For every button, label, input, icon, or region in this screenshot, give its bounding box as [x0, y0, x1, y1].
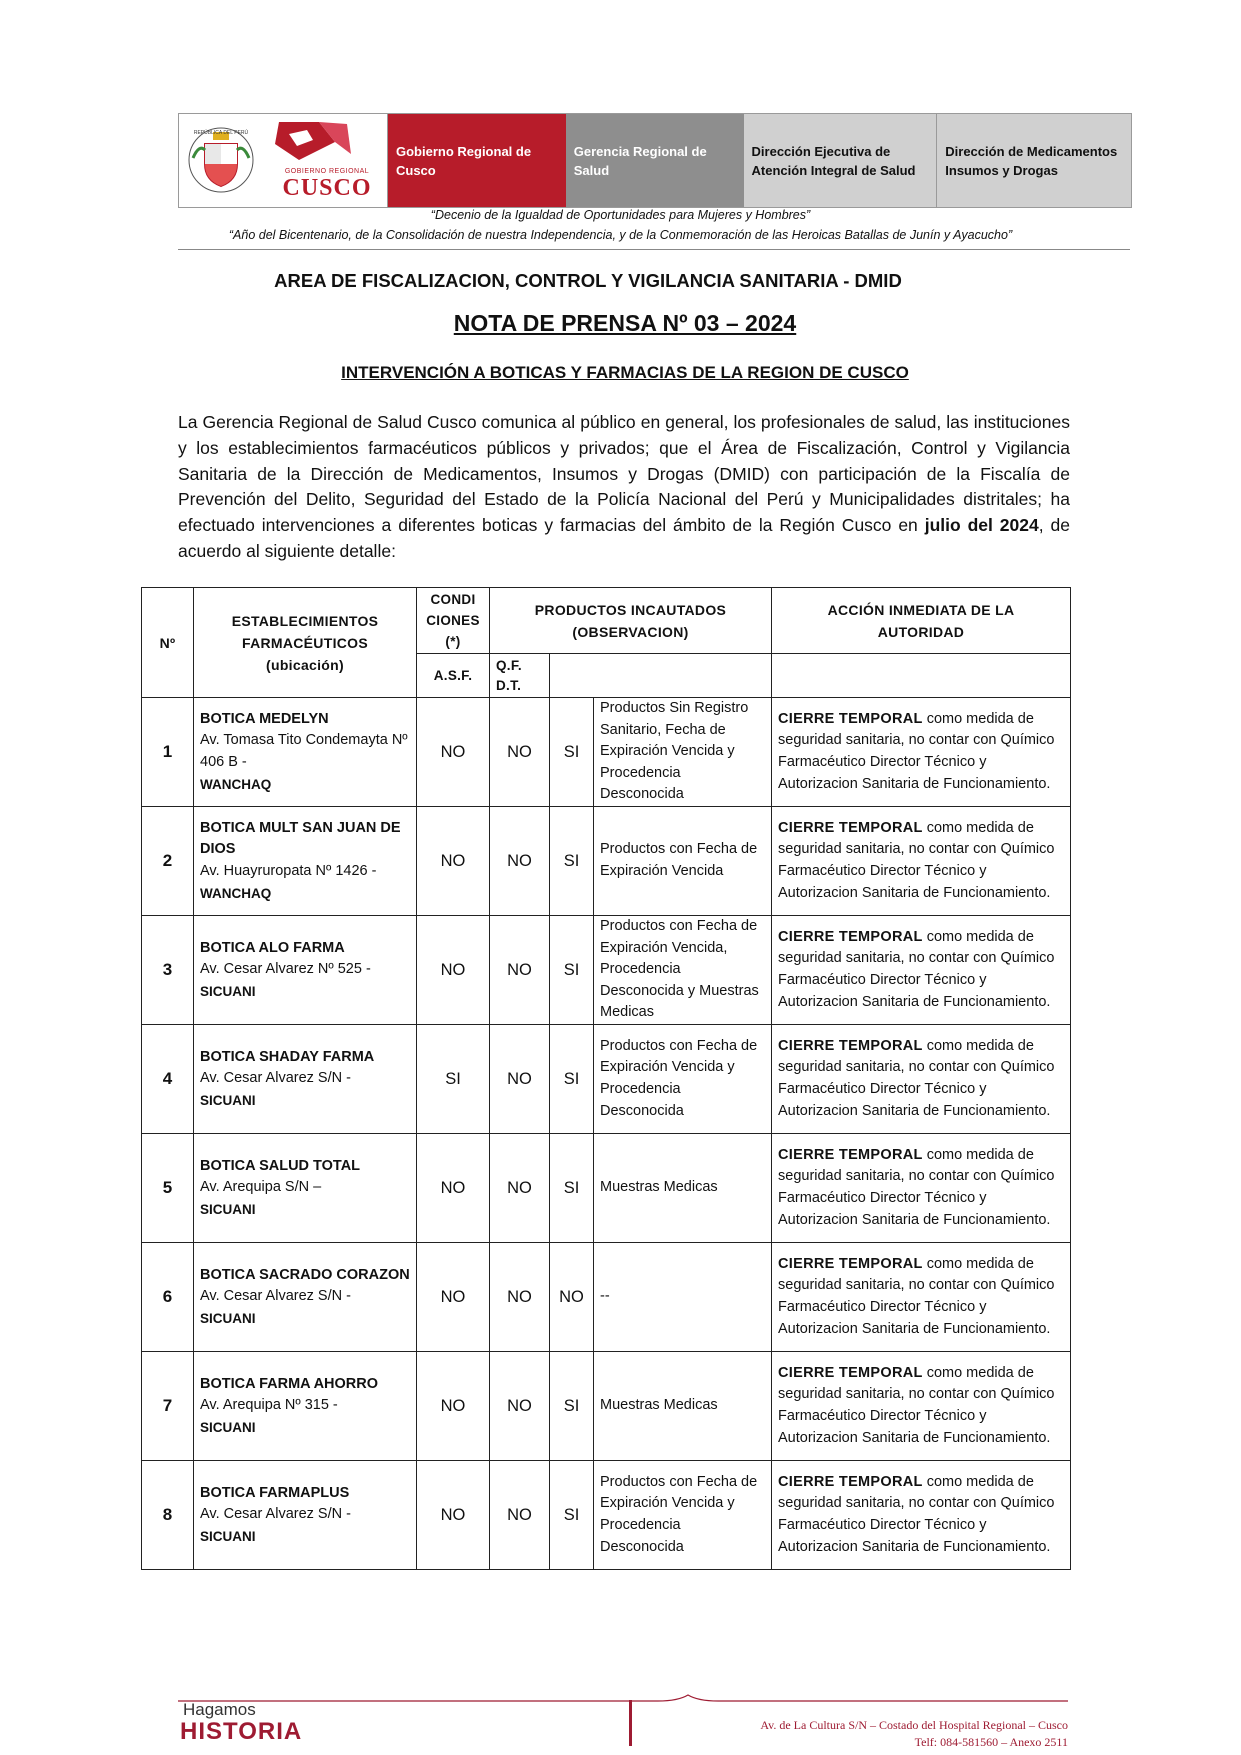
- row-establishment: [194, 1352, 417, 1461]
- footer-brand-line2: HISTORIA: [180, 1718, 303, 1745]
- row-establishment-city: SICUANI: [200, 1528, 256, 1544]
- row-incautado: SI: [550, 1352, 594, 1461]
- row-establishment-name: BOTICA FARMA AHORRO: [200, 1375, 379, 1392]
- cusco-logo-org: GOBIERNO REGIONAL: [284, 168, 370, 175]
- row-number: 2: [142, 807, 194, 916]
- row-accion-bold: CIERRE TEMPORAL: [778, 1364, 923, 1381]
- row-accion: [772, 1461, 1071, 1570]
- row-establishment-city: SICUANI: [200, 1419, 256, 1435]
- intro-paragraph: [178, 410, 1070, 565]
- row-establishment-address: Av. Cesar Alvarez S/N -: [200, 1070, 351, 1087]
- row-incautado: SI: [550, 1461, 594, 1570]
- row-accion-text: como medida de seguridad sanitaria, no contar con Químico Farmacéutico Director Técnico y Autorizacion Sanitaria de Funcionamiento.: [778, 1037, 1055, 1119]
- table-row: [142, 1352, 1071, 1461]
- row-observacion: Muestras Medicas: [594, 1134, 772, 1243]
- table-row: [142, 1243, 1071, 1352]
- row-incautado: SI: [550, 698, 594, 807]
- row-establishment: [194, 916, 417, 1025]
- row-accion-bold: CIERRE TEMPORAL: [778, 819, 923, 836]
- row-establishment-address: Av. Tomasa Tito Condemayta Nº 406 B -: [200, 732, 408, 770]
- row-qfdt: NO: [490, 807, 550, 916]
- row-establishment-city: WANCHAQ: [200, 776, 272, 792]
- header-asf: A.S.F.: [417, 654, 490, 698]
- row-qfdt: NO: [490, 916, 550, 1025]
- row-incautado: SI: [550, 916, 594, 1025]
- header-productos: PRODUCTOS INCAUTADOS (OBSERVACION): [490, 588, 772, 654]
- row-establishment-name: BOTICA SHADAY FARMA: [200, 1048, 375, 1065]
- row-accion-bold: CIERRE TEMPORAL: [778, 710, 923, 727]
- row-establishment-address: Av. Cesar Alvarez S/N -: [200, 1506, 351, 1523]
- header-cell-gobierno: Gobierno Regional de Cusco: [388, 114, 566, 207]
- row-establishment-name: BOTICA MULT SAN JUAN DE DIOS: [200, 819, 401, 858]
- row-incautado: SI: [550, 1134, 594, 1243]
- row-incautado: NO: [550, 1243, 594, 1352]
- row-accion: [772, 916, 1071, 1025]
- row-accion-text: como medida de seguridad sanitaria, no contar con Químico Farmacéutico Director Técnico y Autorizacion Sanitaria de Funcionamiento.: [778, 1255, 1055, 1337]
- motto-anio: “Año del Bicentenario, de la Consolidación de nuestra Independencia, y de la Conmemoración de las Heroicas Batallas de Junín y Ayacucho”: [228, 228, 1013, 242]
- footer-line: [178, 1693, 1068, 1703]
- cusco-logo-name: CUSCO: [282, 175, 372, 201]
- row-asf: NO: [417, 916, 490, 1025]
- row-qfdt: NO: [490, 1243, 550, 1352]
- row-accion-text: como medida de seguridad sanitaria, no contar con Químico Farmacéutico Director Técnico y Autorizacion Sanitaria de Funcionamiento.: [778, 710, 1055, 792]
- intro-date: julio del 2024: [924, 515, 1039, 536]
- letterhead: [178, 113, 1132, 208]
- row-qfdt: NO: [490, 1461, 550, 1570]
- row-accion-bold: CIERRE TEMPORAL: [778, 1146, 923, 1163]
- table-row: [142, 1025, 1071, 1134]
- row-establishment-name: BOTICA SACRADO CORAZON: [200, 1266, 410, 1283]
- row-establishment-name: BOTICA ALO FARMA: [200, 939, 345, 956]
- row-accion-text: como medida de seguridad sanitaria, no contar con Químico Farmacéutico Director Técnico y Autorizacion Sanitaria de Funcionamiento.: [778, 819, 1055, 901]
- motto-decenio: “Decenio de la Igualdad de Oportunidades para Mujeres y Hombres”: [430, 208, 811, 222]
- row-incautado: SI: [550, 1025, 594, 1134]
- row-asf: NO: [417, 1243, 490, 1352]
- row-observacion: Productos con Fecha de Expiración Vencida, Procedencia Desconocida y Muestras Medicas: [594, 916, 772, 1025]
- row-accion: [772, 1025, 1071, 1134]
- row-establishment: [194, 1134, 417, 1243]
- row-observacion: Productos Sin Registro Sanitario, Fecha de Expiración Vencida y Procedencia Desconocida: [594, 698, 772, 807]
- row-establishment-city: WANCHAQ: [200, 885, 272, 901]
- table-row: [142, 698, 1071, 807]
- press-release-title: NOTA DE PRENSA Nº 03 – 2024: [453, 310, 797, 336]
- intro-text: La Gerencia Regional de Salud Cusco comunica al público en general, los profesionales de salud, las instituciones y los establecimientos farmacéuticos públicos y privados; que el Área de Fiscalización, Control y Vigilancia Sanitaria de la Dirección de Medicamentos, Insumos y Drogas (DMID) con participación de la Fiscalía de Prevención del Delito, Seguridad del Estado de la Policía Nacional del Perú y Municipalidades distritales; ha efectuado intervenciones a diferentes boticas y farmacias del ámbito de la Región Cusco en: [178, 412, 1070, 536]
- header-empty: [550, 654, 772, 698]
- row-accion-text: como medida de seguridad sanitaria, no contar con Químico Farmacéutico Director Técnico y Autorizacion Sanitaria de Funcionamiento.: [778, 1364, 1055, 1446]
- row-accion: [772, 1134, 1071, 1243]
- header-cell-dmid: Dirección de Medicamentos Insumos y Drogas: [937, 114, 1131, 207]
- row-establishment: [194, 1461, 417, 1570]
- row-observacion: Productos con Fecha de Expiración Vencida y Procedencia Desconocida: [594, 1461, 772, 1570]
- cusco-logo-text: [275, 168, 379, 202]
- row-observacion: Muestras Medicas: [594, 1352, 772, 1461]
- row-asf: SI: [417, 1025, 490, 1134]
- row-accion-text: como medida de seguridad sanitaria, no contar con Químico Farmacéutico Director Técnico y Autorizacion Sanitaria de Funcionamiento.: [778, 928, 1055, 1010]
- row-establishment: [194, 698, 417, 807]
- row-asf: NO: [417, 807, 490, 916]
- row-number: 1: [142, 698, 194, 807]
- row-accion-text: como medida de seguridad sanitaria, no contar con Químico Farmacéutico Director Técnico y Autorizacion Sanitaria de Funcionamiento.: [778, 1146, 1055, 1228]
- header-establecimientos: [194, 588, 417, 698]
- row-establishment: [194, 1243, 417, 1352]
- header-empty-accion: [772, 654, 1071, 698]
- footer-brand-line1: Hagamos: [183, 1700, 256, 1719]
- row-observacion: Productos con Fecha de Expiración Vencida: [594, 807, 772, 916]
- row-incautado: SI: [550, 807, 594, 916]
- header-divider: [178, 249, 1130, 250]
- header-cell-direccion-ejecutiva: Dirección Ejecutiva de Atención Integral de Salud: [744, 114, 938, 207]
- table-row: [142, 916, 1071, 1025]
- row-asf: NO: [417, 1461, 490, 1570]
- header-accion: ACCIÓN INMEDIATA DE LA AUTORIDAD: [772, 588, 1071, 654]
- row-asf: NO: [417, 698, 490, 807]
- row-accion-bold: CIERRE TEMPORAL: [778, 1473, 923, 1490]
- logos: [179, 114, 388, 207]
- row-establishment-name: BOTICA MEDELYN: [200, 710, 329, 727]
- footer-divider: [629, 1700, 632, 1746]
- header-ubicacion: (ubicación): [266, 656, 344, 673]
- row-establishment: [194, 1025, 417, 1134]
- peru-seal-text: REPÚBLICA DEL PERÚ: [193, 130, 249, 136]
- row-establishment-city: SICUANI: [200, 1310, 256, 1326]
- footer-address-line1: Av. de La Cultura S/N – Costado del Hospital Regional – Cusco: [760, 1718, 1068, 1732]
- row-establishment-address: Av. Cesar Alvarez S/N -: [200, 1288, 351, 1305]
- intro-tail: , de acuerdo al siguiente detalle:: [178, 515, 1070, 561]
- interventions-table: [141, 587, 1071, 1570]
- row-establishment-city: SICUANI: [200, 1092, 256, 1108]
- header-cell-gerencia: Gerencia Regional de Salud: [566, 114, 744, 207]
- area-title: AREA DE FISCALIZACION, CONTROL Y VIGILANCIA SANITARIA - DMID: [274, 270, 902, 291]
- table-row: [142, 1134, 1071, 1243]
- row-accion: [772, 1352, 1071, 1461]
- row-number: 8: [142, 1461, 194, 1570]
- row-establishment-address: Av. Huayruropata Nº 1426 -: [200, 863, 377, 879]
- row-accion: [772, 807, 1071, 916]
- row-establishment-name: BOTICA FARMAPLUS: [200, 1484, 350, 1501]
- row-observacion: --: [594, 1243, 772, 1352]
- row-establishment-city: SICUANI: [200, 983, 256, 999]
- footer-address: [700, 1717, 1068, 1751]
- row-accion: [772, 1243, 1071, 1352]
- row-qfdt: NO: [490, 698, 550, 807]
- row-establishment: [194, 807, 417, 916]
- table-row: [142, 1461, 1071, 1570]
- header-establecimientos-label: ESTABLECIMIENTOS FARMACÉUTICOS: [231, 612, 379, 651]
- row-establishment-address: Av. Arequipa Nº 315 -: [200, 1397, 338, 1414]
- table-row: [142, 807, 1071, 916]
- row-establishment-address: Av. Cesar Alvarez Nº 525 -: [200, 961, 371, 978]
- row-asf: NO: [417, 1134, 490, 1243]
- row-asf: NO: [417, 1352, 490, 1461]
- row-accion: [772, 698, 1071, 807]
- row-accion-bold: CIERRE TEMPORAL: [778, 1037, 923, 1054]
- row-accion-bold: CIERRE TEMPORAL: [778, 1255, 923, 1272]
- row-observacion: Productos con Fecha de Expiración Vencida y Procedencia Desconocida: [594, 1025, 772, 1134]
- row-number: 4: [142, 1025, 194, 1134]
- row-accion-bold: CIERRE TEMPORAL: [778, 928, 923, 945]
- row-establishment-name: BOTICA SALUD TOTAL: [200, 1157, 361, 1174]
- row-accion-text: como medida de seguridad sanitaria, no contar con Químico Farmacéutico Director Técnico y Autorizacion Sanitaria de Funcionamiento.: [778, 1473, 1055, 1555]
- row-number: 5: [142, 1134, 194, 1243]
- row-number: 6: [142, 1243, 194, 1352]
- row-establishment-address: Av. Arequipa S/N –: [200, 1179, 322, 1196]
- header-num: Nº: [142, 588, 194, 698]
- header-qfdt: Q.F. D.T.: [490, 654, 550, 698]
- row-qfdt: NO: [490, 1134, 550, 1243]
- row-number: 7: [142, 1352, 194, 1461]
- row-qfdt: NO: [490, 1025, 550, 1134]
- row-qfdt: NO: [490, 1352, 550, 1461]
- cusco-logo-icon: [275, 122, 351, 160]
- row-establishment-city: SICUANI: [200, 1201, 256, 1217]
- header-condiciones: CONDI CIONES (*): [417, 588, 490, 654]
- row-number: 3: [142, 916, 194, 1025]
- intervention-title: INTERVENCIÓN A BOTICAS Y FARMACIAS DE LA REGION DE CUSCO: [341, 363, 909, 382]
- footer-address-line2: Telf: 084-581560 – Anexo 2511: [914, 1735, 1068, 1749]
